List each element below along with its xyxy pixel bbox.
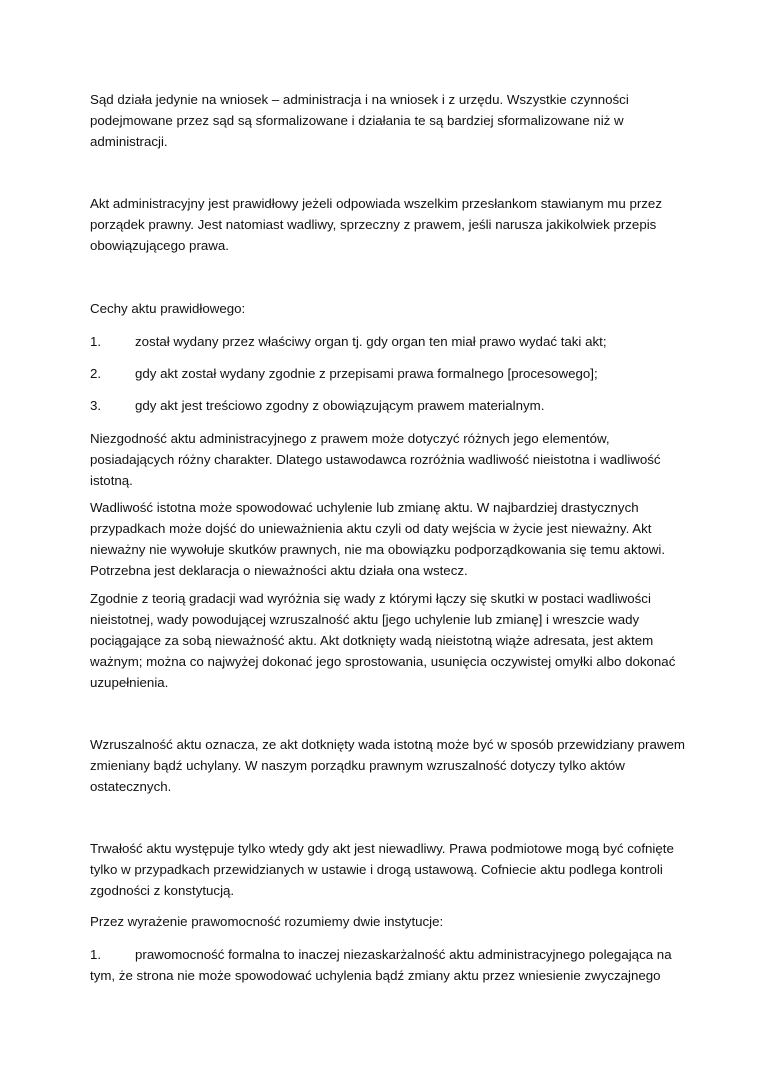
text-line: tylko w przypadkach przewidzianych w ustawie i drogą ustawową. Cofniecie aktu podlega kontroli	[90, 862, 663, 877]
text-line: Akt administracyjny jest prawidłowy jeżeli odpowiada wszelkim przesłankom stawianym mu przez	[90, 196, 662, 211]
list-item-text: gdy akt został wydany zgodnie z przepisami prawa formalnego [procesowego];	[135, 366, 598, 381]
text-line: zgodności z konstytucją.	[90, 883, 235, 898]
text-line: Sąd działa jedynie na wniosek – administracja i na wniosek i z urzędu. Wszystkie czynności	[90, 92, 629, 107]
text-line: Niezgodność aktu administracyjnego z prawem może dotyczyć różnych jego elementów,	[90, 431, 610, 446]
text-line: uzupełnienia.	[90, 675, 169, 690]
text-line: ostatecznych.	[90, 779, 172, 794]
text-line: Wzruszalność aktu oznacza, ze akt dotknięty wada istotną może być w sposób przewidziany prawem	[90, 737, 685, 752]
text-line: podejmowane przez sąd są sformalizowane i działania te są bardziej sformalizowane niż w	[90, 113, 624, 128]
list-item-text: został wydany przez właściwy organ tj. gdy organ ten miał prawo wydać taki akt;	[135, 334, 607, 349]
list-item-number: 1.	[90, 947, 102, 962]
text-line: porządek prawny. Jest natomiast wadliwy, sprzeczny z prawem, jeśli narusza jakikolwiek przepis	[90, 217, 657, 232]
text-line: tym, że strona nie może spowodować uchylenia bądź zmiany aktu przez wniesienie zwyczajnego	[90, 968, 661, 983]
list-item-number: 1.	[90, 334, 102, 349]
list-item-text: prawomocność formalna to inaczej niezaskarżalność aktu administracyjnego polegająca na	[135, 947, 672, 962]
text-line: nieistotnej, wady powodującej wzruszalność aktu [jego uchylenie lub zmianę] i wreszcie wady	[90, 612, 640, 627]
text-line: Przez wyrażenie prawomocność rozumiemy dwie instytucje:	[90, 914, 444, 929]
text-line: Trwałość aktu występuje tylko wtedy gdy akt jest niewadliwy. Prawa podmiotowe mogą być cofnięte	[90, 841, 674, 856]
text-line: pociągające za sobą nieważność aktu. Akt dotknięty wadą nieistotną wiąże adresata, jest aktem	[90, 633, 654, 648]
text-line: istotną.	[90, 473, 133, 488]
list-item-number: 3.	[90, 398, 102, 413]
list-item-number: 2.	[90, 366, 102, 381]
text-line: Zgodnie z teorią gradacji wad wyróżnia się wady z którymi łączy się skutki w postaci wadliwości	[90, 591, 651, 606]
text-line: ważnym; można co najwyżej dokonać jego sprostowania, usunięcia oczywistej omyłki albo dokonać	[90, 654, 676, 669]
text-line: nieważny nie wywołuje skutków prawnych, nie ma obowiązku podporządkowania się temu aktowi.	[90, 542, 666, 557]
text-line: obowiązującego prawa.	[90, 238, 229, 253]
text-line: administracji.	[90, 134, 168, 149]
text-line: posiadających różny charakter. Dlatego ustawodawca rozróżnia wadliwość nieistotna i wadliwość	[90, 452, 661, 467]
text-line: Potrzebna jest deklaracja o nieważności aktu działa ona wstecz.	[90, 563, 468, 578]
text-line: Wadliwość istotna może spowodować uchylenie lub zmianę aktu. W najbardziej drastycznych	[90, 500, 639, 515]
text-line: przypadkach może dojść do unieważnienia aktu czyli od daty wejścia w życie jest nieważny. Akt	[90, 521, 652, 536]
text-line: zmieniany bądź uchylany. W naszym porządku prawnym wzruszalność dotyczy tylko aktów	[90, 758, 625, 773]
list-heading: Cechy aktu prawidłowego:	[90, 301, 246, 316]
list-item-text: gdy akt jest treściowo zgodny z obowiązującym prawem materialnym.	[135, 398, 545, 413]
